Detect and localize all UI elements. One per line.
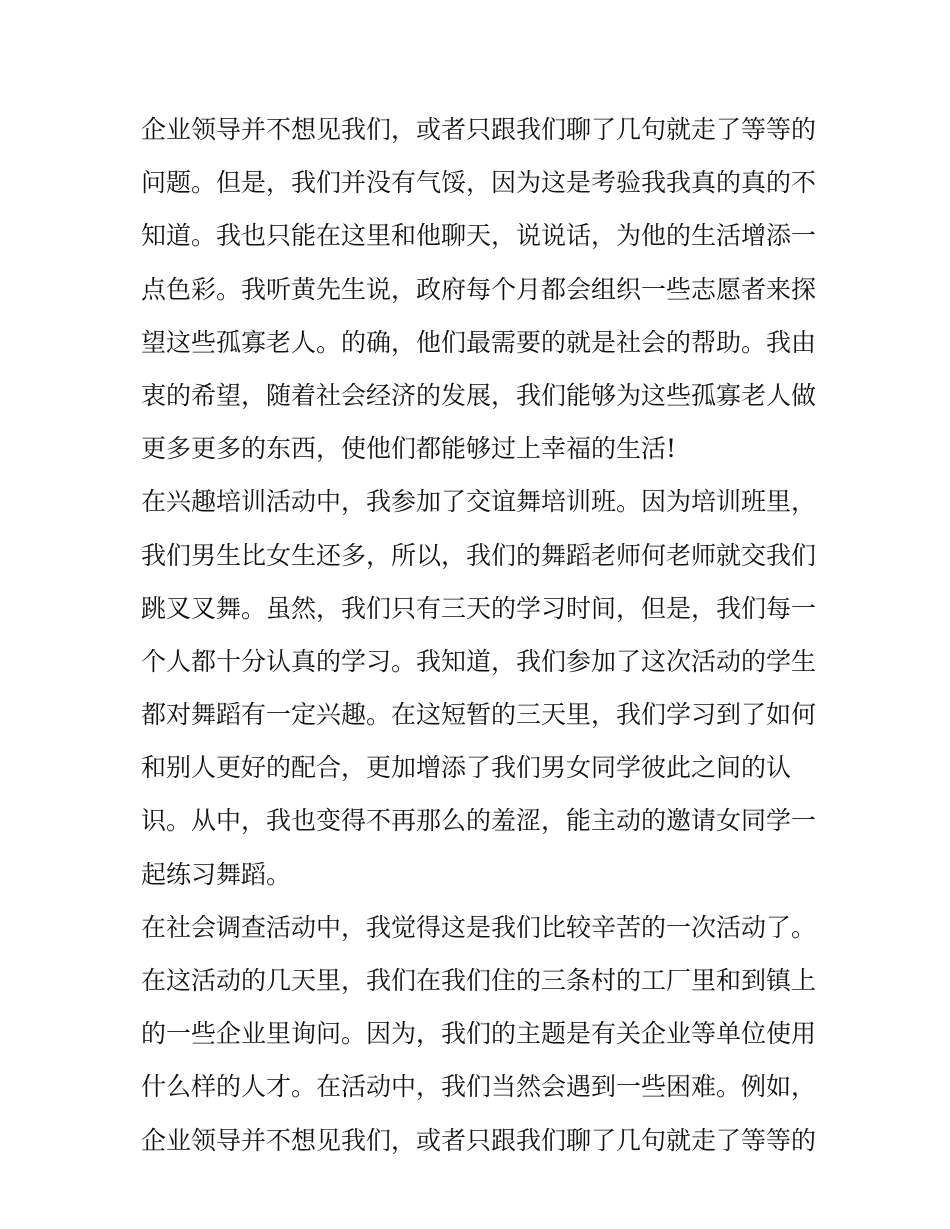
text-line-1: 企业领导并不想见我们，或者只跟我们聊了几句就走了等等的: [141, 115, 817, 144]
text-line-16: 在社会调查活动中，我觉得这是我们比较辛苦的一次活动了。: [141, 912, 817, 942]
text-line-3: 知道。我也只能在这里和他聊天，说说话，为他的生活增添一: [141, 221, 817, 251]
text-line-17: 在这活动的几天里，我们在我们住的三条村的工厂里和到镇上: [141, 966, 817, 995]
text-line-4: 点色彩。我听黄先生说，政府每个月都会组织一些志愿者来探: [141, 274, 817, 304]
text-line-9: 我们男生比女生还多，所以，我们的舞蹈老师何老师就交我们: [141, 540, 817, 570]
text-line-18: 的一些企业里询问。因为，我们的主题是有关企业等单位使用: [141, 1019, 817, 1049]
text-line-13: 和别人更好的配合，更加增添了我们男女同学彼此之间的认: [141, 753, 792, 783]
text-line-20: 企业领导并不想见我们，或者只跟我们聊了几句就走了等等的: [141, 1125, 817, 1155]
document-text-body: [141, 108, 821, 1172]
text-line-8: 在兴趣培训活动中，我参加了交谊舞培训班。因为培训班里，: [141, 487, 817, 517]
text-line-19: 什么样的人才。在活动中，我们当然会遇到一些困难。例如，: [141, 1072, 817, 1102]
text-line-14: 识。从中，我也变得不再那么的羞涩，能主动的邀请女同学一: [141, 806, 817, 836]
text-line-15: 起练习舞蹈。: [141, 859, 292, 889]
text-line-6: 衷的希望，随着社会经济的发展，我们能够为这些孤寡老人做: [141, 380, 817, 410]
text-line-10: 跳叉叉舞。虽然，我们只有三天的学习时间，但是，我们每一: [141, 593, 817, 623]
text-line-2: 问题。但是，我们并没有气馁，因为这是考验我我真的真的不: [141, 168, 817, 198]
text-line-5: 望这些孤寡老人。的确，他们最需要的就是社会的帮助。我由: [141, 327, 817, 357]
text-line-7: 更多更多的东西，使他们都能够过上幸福的生活!: [141, 434, 677, 464]
text-line-12: 都对舞蹈有一定兴趣。在这短暂的三天里，我们学习到了如何: [141, 700, 817, 730]
text-line-11: 个人都十分认真的学习。我知道，我们参加了这次活动的学生: [141, 646, 817, 676]
